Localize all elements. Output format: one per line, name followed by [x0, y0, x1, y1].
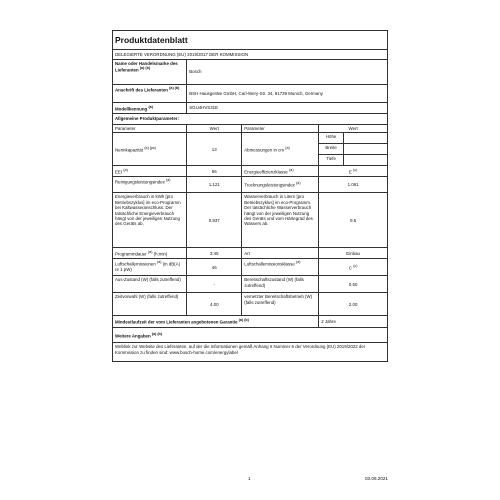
consumption-row [113, 193, 388, 248]
regulation-text: DELEGIERTE VERORDNUNG (EU) 2019/2017 DER KOMMISSION [113, 50, 388, 60]
title-row [113, 31, 388, 50]
cleaning-index-value: 1.121 [187, 177, 242, 193]
type-label: Art [242, 248, 319, 259]
off-mode-value: - [187, 276, 242, 293]
eei-label: EEI $^{(a)}$ [113, 166, 187, 177]
eei-row [113, 166, 388, 177]
width-value [344, 144, 388, 155]
noise-class-value: C $^{(c)}$ [319, 259, 388, 276]
value-header-1: Wert [187, 125, 242, 133]
delay-row [113, 293, 388, 316]
general-params-row [113, 114, 388, 125]
drying-index-value: 1.061 [319, 177, 388, 193]
product-data-table [112, 30, 388, 362]
value-header-2: Wert [319, 125, 388, 133]
param-header-2: Parameter [242, 125, 319, 133]
warranty-label: Mindestlaufzeit der vom Lieferanten angebotenen Garantie $^{(a) (b)}$ [113, 316, 319, 328]
height-value [344, 133, 388, 144]
width-label: Breite [319, 144, 344, 155]
footer-date: 03.06.2021 [365, 476, 388, 481]
network-standby-value: 2.00 [319, 293, 388, 316]
standby-value: 0.50 [319, 276, 388, 293]
capacity-label: Nennkapazität $^{(a) (ps)}$ [113, 133, 187, 166]
drying-index-label: Trocknungsleistungsindex $^{(a)}$ [242, 177, 319, 193]
noise-value: 46 [187, 259, 242, 276]
supplier-address-value: BSH Hausgeräte GmbH, Carl-Wery-Str. 34, 81739 Munich, Germany [187, 85, 388, 103]
height-label: Höhe [319, 133, 344, 144]
warranty-value: 2 Jahre [319, 316, 388, 328]
noise-row [113, 259, 388, 276]
product-data-sheet [112, 30, 388, 481]
off-mode-label: Aus-Zustand (W) (falls zutreffend) [113, 276, 187, 293]
standby-row [113, 276, 388, 293]
duration-row [113, 248, 388, 259]
eei-value: 56 [187, 166, 242, 177]
param-header-1: Parameter [113, 125, 187, 133]
regulation-row [113, 50, 388, 60]
index-row [113, 177, 388, 193]
duration-value: 3:45 [187, 248, 242, 259]
header-row [113, 125, 388, 133]
supplier-name-value: Bosch [187, 60, 388, 85]
warranty-row [113, 316, 388, 328]
page-number: 1 [248, 476, 251, 481]
model-row [113, 103, 388, 114]
type-value: Einbau [319, 248, 388, 259]
supplier-address-label: Anschrift des Lieferanten $^{(a) (b)}$ [113, 85, 187, 103]
noise-label: Luftschallemissionen $^{(a)}$ (in dB(A) re 1 pW) [113, 259, 187, 276]
water-consumption-label: Wasserverbrauch in Litern [pro Betriebszyklus] im eco-Programm. Der tatsächliche Wasserverbrauch hängt von der jeweiligen Nutzung des Geräts und vom Härtegrad des Wassers ab. [242, 193, 319, 248]
general-params-label: Allgemeine Produktparameter: [113, 114, 388, 125]
energy-consumption-label: Energieverbrauch in kWh [pro Betriebszyklus] im eco-Programm bei Kaltwasseranschluss. Der tatsächliche Energieverbrauch hängt von der jeweiligen Nutzung des Geräts ab. [113, 193, 187, 248]
dimensions-label: Abmessungen in cm $^{(a)}$ [242, 133, 319, 166]
model-value: SGU4HVS31E [187, 103, 388, 114]
more-info-row [113, 328, 388, 343]
supplier-name-row [113, 60, 388, 85]
water-consumption-value: 9.5 [319, 193, 388, 248]
depth-value [344, 155, 388, 166]
standby-label: Bereitschaftszustand (W) (falls zutreffend) [242, 276, 319, 293]
sheet-title: Produktdatenblatt [113, 31, 388, 50]
duration-label: Programmdauer $^{(a)}$ (h:min) [113, 248, 187, 259]
depth-label: Tiefe [319, 155, 344, 166]
cleaning-index-label: Reinigungsleistungsindex $^{(a)}$ [113, 177, 187, 193]
supplier-address-row [113, 85, 388, 103]
more-info-label: Weitere Angaben $^{(a) (b)}$ [113, 328, 388, 343]
noise-class-label: Luftschallemissionsklasse $^{(a)}$ [242, 259, 319, 276]
delay-start-label: Zeitvorwahl (W) (falls zutreffend) [113, 293, 187, 316]
energy-class-label: Energieeffizienzklasse $^{(a)}$ [242, 166, 319, 177]
energy-class-value: E $^{(c)}$ [319, 166, 388, 177]
network-standby-label: vernetzter Bereitschaftsbetrieb (W) (falls zutreffend) [242, 293, 319, 316]
delay-start-value: 4.00 [187, 293, 242, 316]
energy-consumption-value: 0.937 [187, 193, 242, 248]
weblink-row [113, 343, 388, 362]
supplier-name-label: Name oder Handelsmarke des Lieferanten $^{(a) (b)}$ [113, 60, 187, 85]
capacity-row-a [113, 133, 388, 144]
weblink-text: Weblink zur Website des Lieferanten, auf der die Informationen gemäß Anhang II Nummer 6 der Verordnung (EU) 2019/2022 der Kommission zu finden sind: www.bosch-home.com/energylabel [113, 343, 388, 362]
model-label: Modellkennung $^{(a)}$ [113, 103, 187, 114]
capacity-value: 13 [187, 133, 242, 166]
